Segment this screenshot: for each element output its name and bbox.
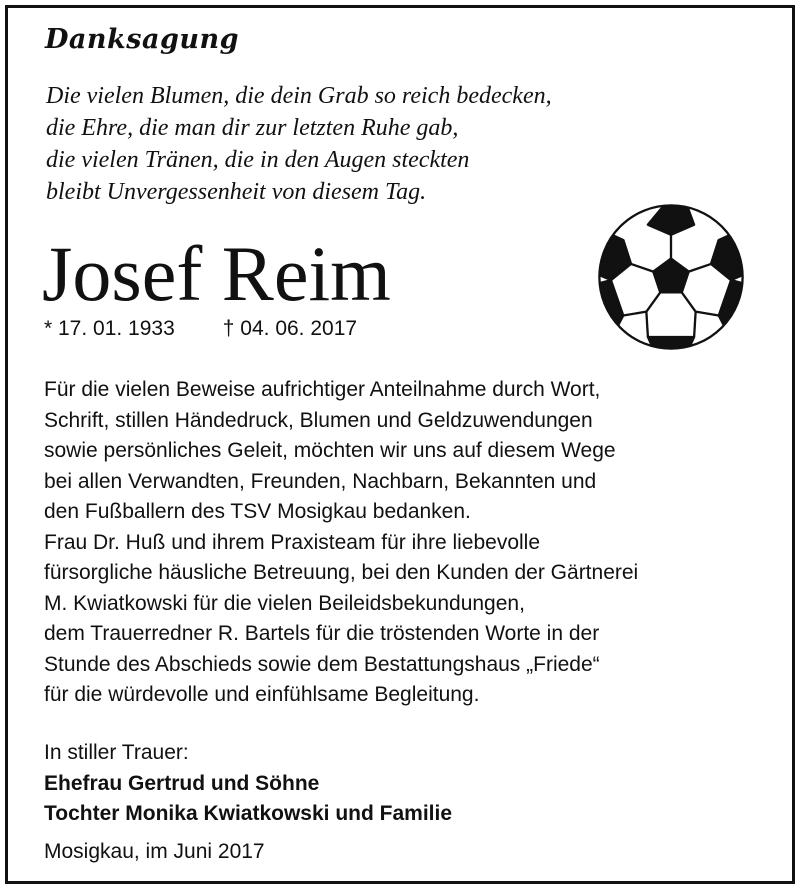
- poem-line: bleibt Unvergessenheit von diesem Tag.: [46, 179, 427, 205]
- mourners-block: [44, 738, 452, 830]
- text-line: Stunde des Abschieds sowie dem Bestattungshaus „Friede“: [44, 652, 600, 676]
- text-line: sowie persönliches Geleit, möchten wir uns auf diesem Wege: [44, 439, 616, 462]
- mourner-line: Ehefrau Gertrud und Söhne: [44, 771, 320, 795]
- text-line: bei allen Verwandten, Freunden, Nachbarn, Bekannten und: [44, 469, 597, 493]
- text-line: M. Kwiatkowski für die vielen Beileidsbekundungen,: [44, 591, 525, 615]
- soccer-ball-icon: [594, 200, 748, 354]
- birth-date: * 17. 01. 1933: [44, 317, 175, 340]
- poem: [46, 80, 552, 208]
- acknowledgement-text: [44, 375, 638, 711]
- text-line: für die würdevolle und einfühlsame Begleitung.: [44, 683, 480, 706]
- text-line: dem Trauerredner R. Bartels für die tröstenden Worte in der: [44, 622, 600, 645]
- text-line: fürsorgliche häusliche Betreuung, bei den Kunden der Gärtnerei: [44, 561, 639, 584]
- poem-line: die Ehre, die man dir zur letzten Ruhe gab,: [46, 115, 459, 141]
- mourner-line: Tochter Monika Kwiatkowski und Familie: [44, 802, 453, 825]
- poem-line: die vielen Tränen, die in den Augen steckten: [46, 147, 470, 173]
- text-line: Für die vielen Beweise aufrichtiger Anteilnahme durch Wort,: [44, 378, 601, 401]
- text-line: Schrift, stillen Händedruck, Blumen und Geldzuwendungen: [44, 408, 593, 432]
- mourning-intro: In stiller Trauer:: [44, 741, 189, 764]
- place-date: Mosigkau, im Juni 2017: [44, 840, 265, 863]
- text-line: den Fußballern des TSV Mosigkau bedanken.: [44, 500, 471, 523]
- life-dates: [44, 317, 357, 341]
- deceased-name: Josef Reim: [42, 230, 391, 317]
- death-date: † 04. 06. 2017: [222, 317, 358, 340]
- notice-heading: Danksagung: [45, 24, 239, 55]
- poem-line: Die vielen Blumen, die dein Grab so reich bedecken,: [46, 83, 552, 109]
- text-line: Frau Dr. Huß und ihrem Praxisteam für ihre liebevolle: [44, 530, 541, 554]
